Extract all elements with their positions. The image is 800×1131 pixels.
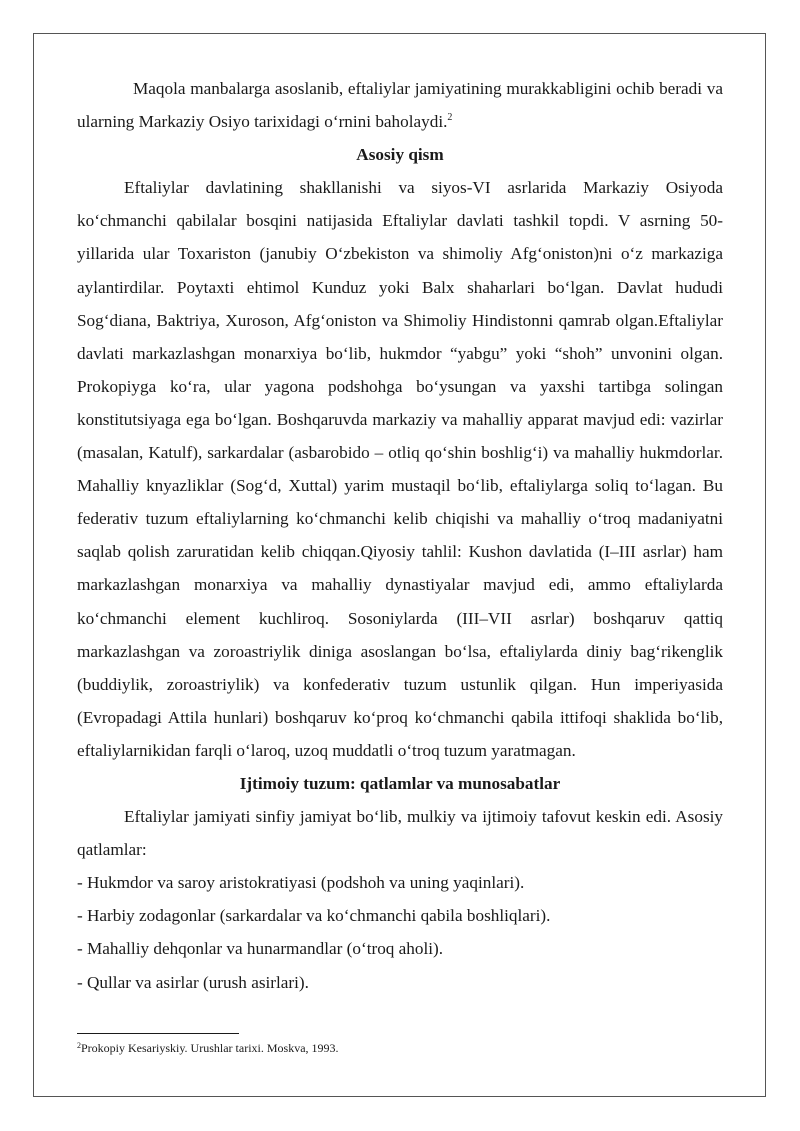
list-item: - Harbiy zodagonlar (sarkardalar va ko‘chmanchi qabila boshliqlari). bbox=[77, 906, 551, 926]
footnote-separator bbox=[77, 1033, 239, 1034]
social-paragraph: Eftaliylar jamiyati sinfiy jamiyat bo‘lib, mulkiy va ijtimoiy tafovut keskin edi. Asosiy qatlamlar: bbox=[77, 807, 723, 860]
section-heading-main: Asosiy qism bbox=[356, 145, 444, 165]
intro-text: Maqola manbalarga asoslanib, eftaliylar jamiyatining murakkabligini ochib beradi va ularning Markaziy Osiyo tarixidagi o‘rnini baholaydi. bbox=[77, 79, 723, 132]
footnote-marker: 2 bbox=[77, 1041, 81, 1050]
section-heading-social: Ijtimoiy tuzum: qatlamlar va munosabatlar bbox=[239, 773, 561, 793]
footnote-reference: 2 bbox=[447, 112, 453, 124]
list-item: - Qullar va asirlar (urush asirlari). bbox=[77, 972, 309, 992]
footnote bbox=[77, 1040, 339, 1056]
document-body bbox=[77, 72, 723, 999]
intro-paragraph bbox=[77, 72, 723, 138]
footnote-text: Prokopiy Kesariyskiy. Urushlar tarixi. Moskva, 1993. bbox=[81, 1041, 339, 1055]
list-item: - Hukmdor va saroy aristokratiyasi (podshoh va uning yaqinlari). bbox=[77, 873, 525, 893]
list-item: - Mahalliy dehqonlar va hunarmandlar (o‘troq aholi). bbox=[77, 939, 444, 959]
main-paragraph: Eftaliylar davlatining shakllanishi va siyos-VI asrlarida Markaziy Osiyoda ko‘chmanchi qabilalar bosqini natijasida Eftaliylar davlati tashkil topdi. V asrning 50-yillarida ular Toxariston (janubiy O‘zbekiston va shimoliy Afg‘oniston)ni o‘z markaziga aylantirdilar. Poytaxti ehtimol Kunduz yoki Balx shaharlari bo‘lgan. Davlat hududi Sog‘diana, Baktriya, Xuroson, Afg‘oniston va Shimoliy Hindistonni qamrab olgan.Eftaliylar davlati markazlashgan monarxiya bo‘lib, hukmdor “yabgu” yoki “shoh” unvonini olgan. Prokopiyga ko‘ra, ular yagona podshohga bo‘ysungan va yaxshi tartibga solingan konstitutsiyaga ega bo‘lgan. Boshqaruvda markaziy va mahalliy apparat mavjud edi: vazirlar (masalan, Katulf), sarkardalar (asbarobido – otliq qo‘shin boshlig‘i) va mahalliy hukmdorlar. Mahalliy knyazliklar (Sog‘d, Xuttal) yarim mustaqil bo‘lib, eftaliylarga soliq to‘lagan. Bu federativ tuzum eftaliylarning ko‘chmanchi kelib chiqishi va mahalliy o‘troq madaniyatni saqlab qolish zaruratidan kelib chiqqan.Qiyosiy tahlil: Kushon davlatida (I–III asrlar) ham markazlashgan monarxiya va mahalliy dynastiyalar mavjud edi, ammo eftaliylarda ko‘chmanchi element kuchliroq. Sosoniylarda (III–VII asrlar) boshqaruv qattiq markazlashgan va zoroastriylik diniga asoslangan bo‘lsa, eftaliylarda diniy bag‘rikenglik (buddiylik, zoroastriylik) va konfederativ tuzum ustunlik qilgan. Hun imperiyasida (Evropadagi Attila hunlari) boshqaruv ko‘proq ko‘chmanchi qabila ittifoqi shaklida bo‘lib, eftaliylarnikidan farqli o‘laroq, uzoq muddatli o‘troq tuzum yaratmagan. bbox=[77, 178, 723, 760]
